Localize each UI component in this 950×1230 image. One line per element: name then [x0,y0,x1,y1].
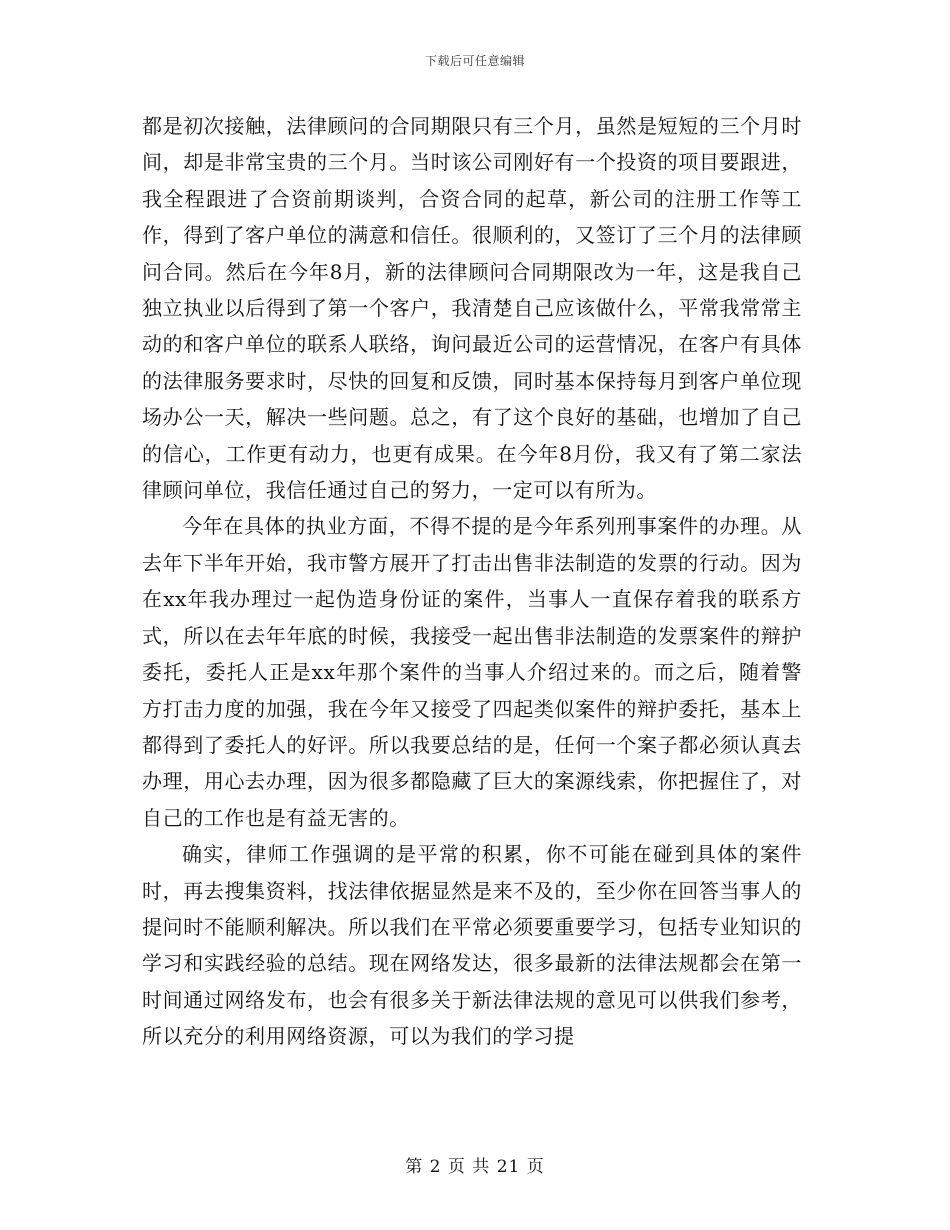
paragraph-1: 都是初次接触，法律顾问的合同期限只有三个月，虽然是短短的三个月时间，却是非常宝贵的三个月。当时该公司刚好有一个投资的项目要跟进，我全程跟进了合资前期谈判，合资合同的起草，新公司的注册工作等工作，得到了客户单位的满意和信任。很顺利的，又签订了三个月的法律顾问合同。然后在今年8月，新的法律顾问合同期限改为一年，这是我自己独立执业以后得到了第一个客户，我清楚自己应该做什么，平常我常常主动的和客户单位的联系人联络，询问最近公司的运营情况，在客户有具体的法律服务要求时，尽快的回复和反馈，同时基本保持每月到客户单位现场办公一天，解决一些问题。总之，有了这个良好的基础，也增加了自己的信心，工作更有动力，也更有成果。在今年8月份，我又有了第二家法律顾问单位，我信任通过自己的努力，一定可以有所为。 [142,114,802,503]
page-number-footer: 第 2 页 共 21 页 [405,1157,545,1177]
paragraph-2: 今年在具体的执业方面，不得不提的是今年系列刑事案件的办理。从去年下半年开始，我市警方展开了打击出售非法制造的发票的行动。因为在xx年我办理过一起伪造身份证的案件，当事人一直保存着我的联系方式，所以在去年年底的时候，我接受一起出售非法制造的发票案件的辩护委托，委托人正是xx年那个案件的当事人介绍过来的。而之后，随着警方打击力度的加强，我在今年又接受了四起类似案件的辩护委托，基本上都得到了委托人的好评。所以我要总结的是，任何一个案子都必须认真去办理，用心去办理，因为很多都隐藏了巨大的案源线索，你把握住了，对自己的工作也是有益无害的。 [142,514,802,830]
page-header: 下载后可任意编辑 [424,54,525,68]
paragraph-3: 确实，律师工作强调的是平常的积累，你不可能在碰到具体的案件时，再去搜集资料，找法律依据显然是来不及的，至少你在回答当事人的提问时不能顺利解决。所以我们在平常必须要重要学习，包括专业知识的学习和实践经验的总结。现在网络发达，很多最新的法律法规都会在第一时间通过网络发布，也会有很多关于新法律法规的意见可以供我们参考，所以充分的利用网络资源，可以为我们的学习提 [142,842,802,1049]
document-body [142,108,802,1055]
